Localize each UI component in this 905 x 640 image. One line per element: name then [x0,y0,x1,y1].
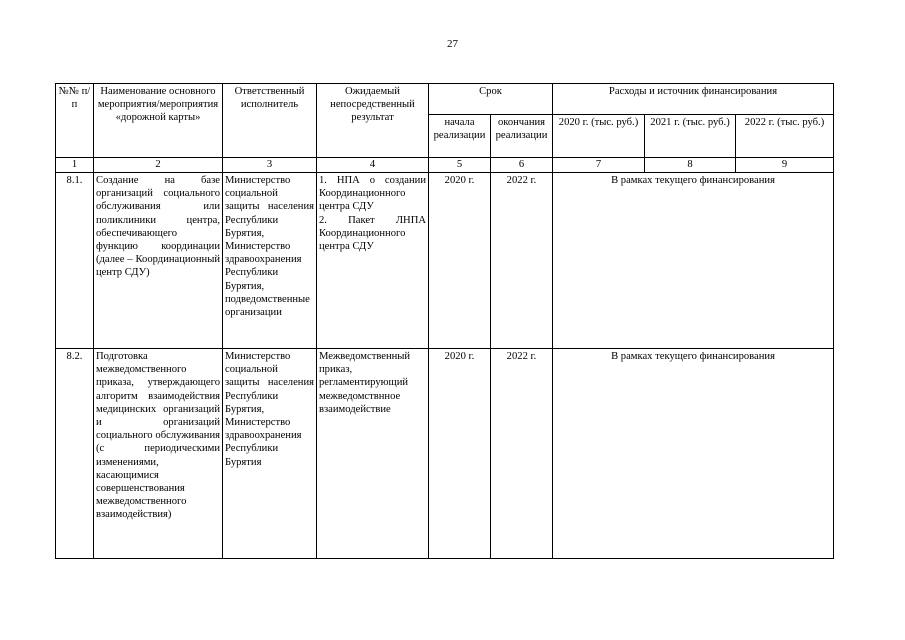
header-fin-2020: 2020 г. (тыс. руб.) [553,115,645,158]
row-result-item: 1. НПА о создании Координационного центра СДУ [319,175,426,213]
row-result: Межведомственный приказ, регламентирующий межведомствнное взаимодействие [317,349,429,559]
row-name: Подготовка межведомственного приказа, утверждающего алгоритм взаимодействия медицинских организаций и организаций социального обслуживания (с периодическими изменениями, касающимися совершенствования межведомственного взаимодействия) [94,349,223,559]
column-number: 3 [223,158,317,173]
header-name: Наименование основного мероприятия/мероприятия «дорожной карты» [94,84,223,158]
row-end: 2022 г. [491,173,553,349]
table-row [56,173,834,349]
row-result [317,173,429,349]
row-num: 8.1. [56,173,94,349]
header-fin-2021: 2021 г. (тыс. руб.) [645,115,736,158]
row-start: 2020 г. [429,349,491,559]
header-result: Ожидаемый непосредственный результат [317,84,429,158]
row-num: 8.2. [56,349,94,559]
column-number: 1 [56,158,94,173]
header-term-end: окончания реализации [491,115,553,158]
header-term-start: начала реализации [429,115,491,158]
header-num: №№ п/п [56,84,94,158]
header-term: Срок [429,84,553,115]
row-finance: В рамках текущего финансирования [553,173,834,349]
column-numbers-row [56,158,834,173]
column-number: 7 [553,158,645,173]
column-number: 2 [94,158,223,173]
column-number: 8 [645,158,736,173]
row-name: Создание на базе организаций социального обслуживания или поликлиники центра, обеспечивающего функцию координации (далее – Координационный центр СДУ) [94,173,223,349]
row-finance: В рамках текущего финансирования [553,349,834,559]
page-number: 27 [447,38,458,50]
header-fin-2022: 2022 г. (тыс. руб.) [736,115,834,158]
header-row-1 [56,84,834,115]
header-responsible: Ответственный исполнитель [223,84,317,158]
row-result-item: 2. Пакет ЛНПА Координационного центра СДУ [319,214,426,253]
column-number: 9 [736,158,834,173]
row-start: 2020 г. [429,173,491,349]
row-end: 2022 г. [491,349,553,559]
row-responsible: Министерство социальной защиты населения Республики Бурятия, Министерство здравоохранения Республики Бурятия [223,349,317,559]
column-number: 6 [491,158,553,173]
header-finance: Расходы и источник финансирования [553,84,834,115]
table-row [56,349,834,559]
column-number: 5 [429,158,491,173]
column-number: 4 [317,158,429,173]
roadmap-table [55,83,834,559]
row-responsible: Министерство социальной защиты населения Республики Бурятия, Министерство здравоохранения Республики Бурятия, подведомственные организации [223,173,317,349]
